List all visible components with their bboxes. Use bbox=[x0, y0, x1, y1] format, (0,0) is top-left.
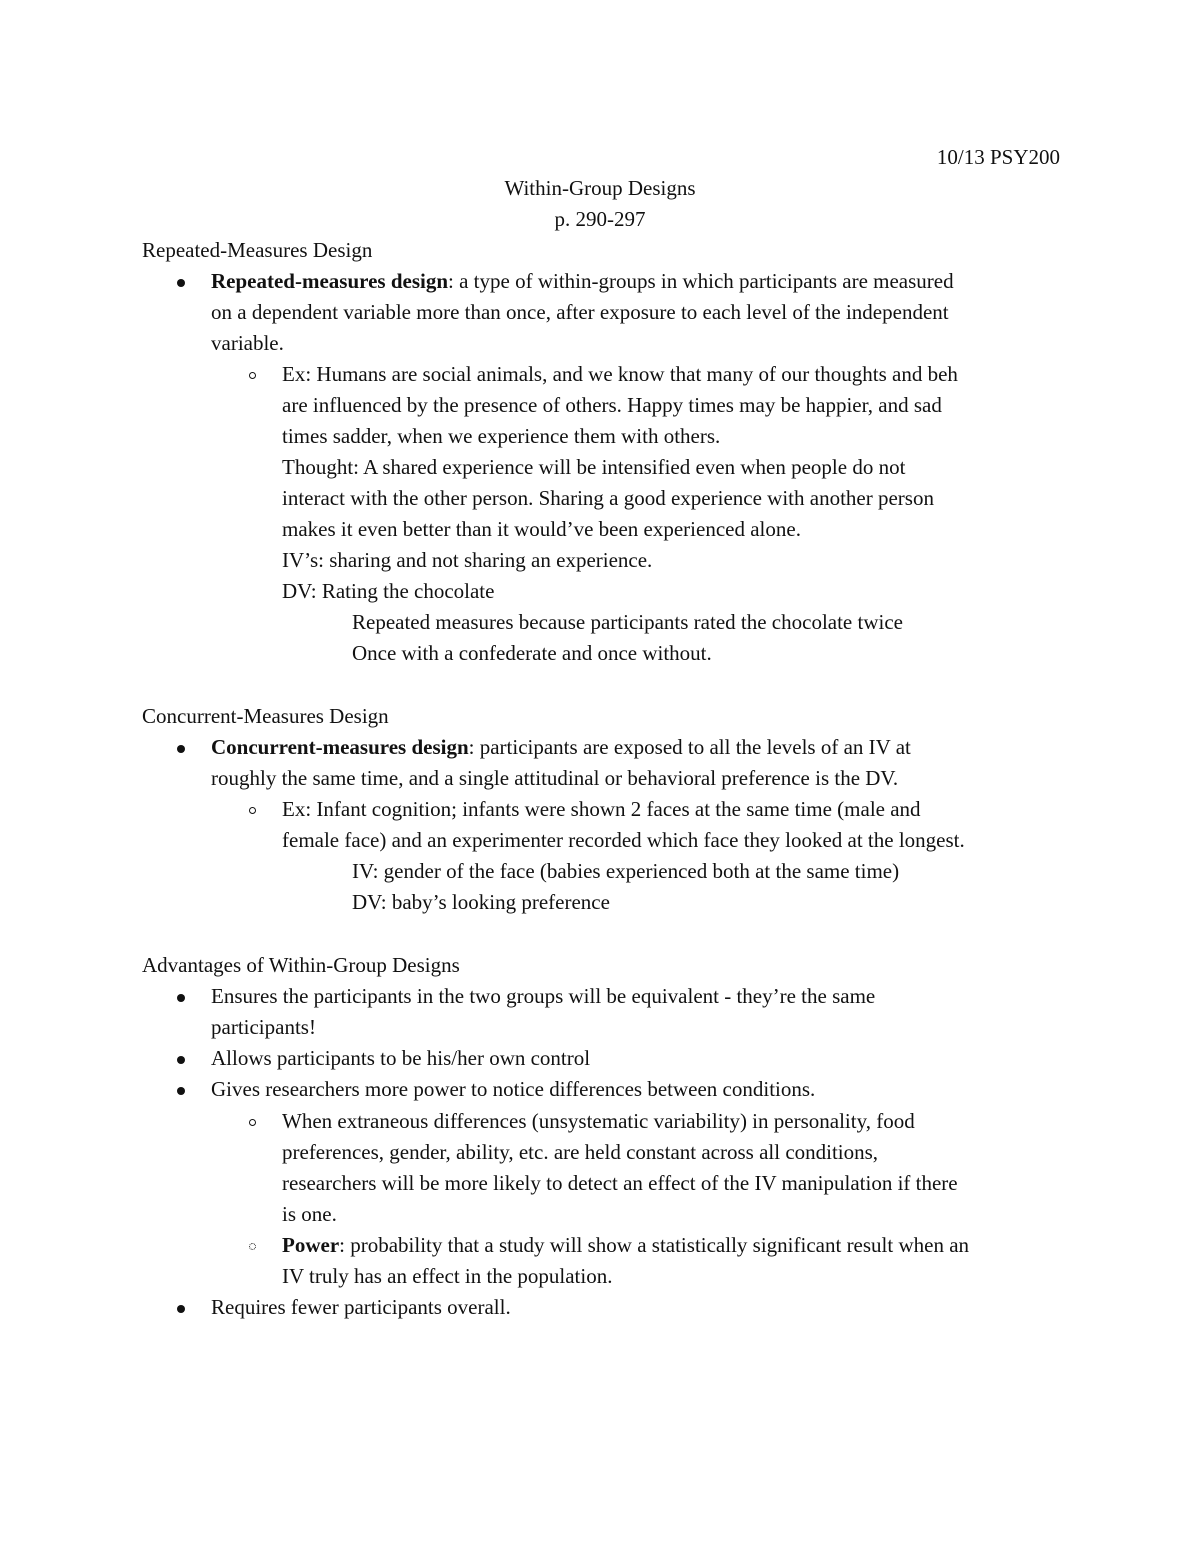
thought-text: interact with the other person. Sharing a good experience with another person bbox=[282, 486, 934, 510]
example-text: times sadder, when we experience them with others. bbox=[282, 424, 721, 448]
definition-text: : probability that a study will show a statistically significant result when an bbox=[339, 1233, 970, 1257]
sub-list-item: When extraneous differences (unsystematic variability) in personality, food bbox=[282, 1109, 915, 1133]
bullet-icon bbox=[177, 994, 185, 1002]
sub-list-item: preferences, gender, ability, etc. are held constant across all conditions, bbox=[282, 1140, 879, 1164]
sub-list-item bbox=[282, 1230, 969, 1261]
definition-text: : a type of within-groups in which participants are measured bbox=[448, 269, 954, 293]
bullet-icon bbox=[177, 1305, 185, 1313]
list-item: Allows participants to be his/her own control bbox=[211, 1046, 591, 1070]
example-text: female face) and an experimenter recorded which face they looked at the longest. bbox=[282, 828, 965, 852]
thought-text: Thought: A shared experience will be intensified even when people do not bbox=[282, 455, 906, 479]
page-range: p. 290-297 bbox=[554, 207, 646, 231]
term-repeated-measures: Repeated-measures design bbox=[211, 269, 449, 293]
example-text: are influenced by the presence of others. Happy times may be happier, and sad bbox=[282, 393, 942, 417]
page-title: Within-Group Designs bbox=[504, 176, 696, 200]
sub-bullet-icon bbox=[249, 372, 256, 379]
definition-text: : participants are exposed to all the levels of an IV at bbox=[468, 735, 911, 759]
iv-text: IV: gender of the face (babies experienced both at the same time) bbox=[352, 859, 900, 883]
definition-text: roughly the same time, and a single attitudinal or behavioral preference is the DV. bbox=[211, 766, 899, 790]
bullet-icon bbox=[177, 1056, 185, 1064]
term-concurrent-measures: Concurrent-measures design bbox=[211, 735, 469, 759]
sub-bullet-icon bbox=[249, 1243, 256, 1250]
note-text: Once with a confederate and once without. bbox=[352, 641, 712, 665]
example-text: Ex: Humans are social animals, and we know that many of our thoughts and beh bbox=[282, 362, 958, 386]
section-heading-advantages: Advantages of Within-Group Designs bbox=[142, 953, 460, 977]
dv-text: DV: baby’s looking preference bbox=[352, 890, 610, 914]
bullet-icon bbox=[177, 279, 185, 287]
list-item: Gives researchers more power to notice differences between conditions. bbox=[211, 1077, 816, 1101]
date-course: 10/13 PSY200 bbox=[936, 145, 1060, 169]
section-heading-concurrent: Concurrent-Measures Design bbox=[142, 704, 389, 728]
term-power: Power bbox=[282, 1233, 340, 1257]
sub-bullet-icon bbox=[249, 1119, 256, 1126]
example-text: Ex: Infant cognition; infants were shown 2 faces at the same time (male and bbox=[282, 797, 921, 821]
iv-text: IV’s: sharing and not sharing an experience. bbox=[282, 548, 653, 572]
list-item bbox=[211, 732, 911, 763]
section-heading-repeated: Repeated-Measures Design bbox=[142, 238, 373, 262]
list-item-continued: participants! bbox=[211, 1015, 316, 1039]
sub-bullet-icon bbox=[249, 807, 256, 814]
sub-list-item: is one. bbox=[282, 1202, 337, 1226]
sub-list-item: researchers will be more likely to detect an effect of the IV manipulation if there bbox=[282, 1171, 958, 1195]
bullet-icon bbox=[177, 1087, 185, 1095]
note-text: Repeated measures because participants rated the chocolate twice bbox=[352, 610, 903, 634]
thought-text: makes it even better than it would’ve been experienced alone. bbox=[282, 517, 801, 541]
list-item bbox=[211, 266, 954, 297]
list-item: Requires fewer participants overall. bbox=[211, 1295, 511, 1319]
definition-text: variable. bbox=[211, 331, 284, 355]
list-item: Ensures the participants in the two groups will be equivalent - they’re the same bbox=[211, 984, 876, 1008]
dv-text: DV: Rating the chocolate bbox=[282, 579, 495, 603]
definition-text: on a dependent variable more than once, after exposure to each level of the independent bbox=[211, 300, 949, 324]
sub-list-item: IV truly has an effect in the population. bbox=[282, 1264, 613, 1288]
bullet-icon bbox=[177, 745, 185, 753]
